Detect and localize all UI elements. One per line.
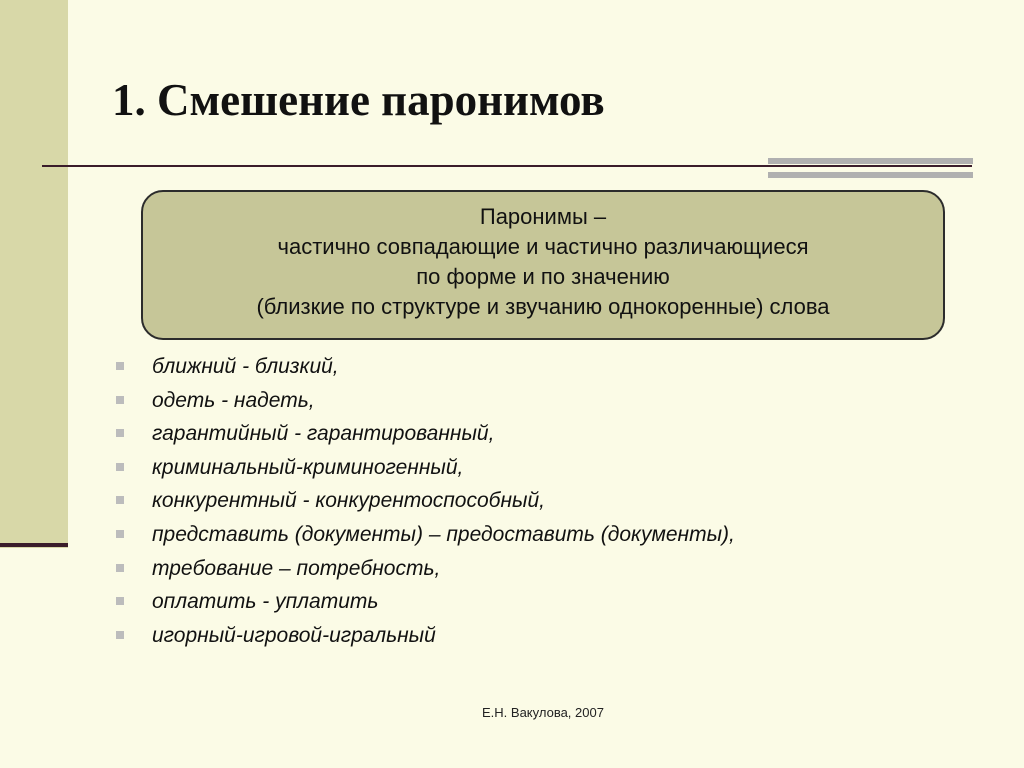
- list-item-text: оплатить - уплатить: [152, 590, 379, 614]
- definition-line: Паронимы –: [479, 204, 607, 229]
- definition-line: (близкие по структуре и звучанию однокоренные) слова: [256, 294, 830, 319]
- accent-bar-top: [768, 158, 973, 164]
- slide-title: 1. Смешение паронимов: [112, 75, 605, 125]
- list-item-text: конкурентный - конкурентоспособный,: [152, 489, 545, 513]
- list-item-text: гарантийный - гарантированный,: [152, 422, 495, 446]
- square-bullet-icon: [116, 597, 124, 605]
- square-bullet-icon: [116, 564, 124, 572]
- list-item-text: одеть - надеть,: [152, 388, 315, 412]
- list-item-text: игорный-игровой-игральный: [152, 623, 436, 647]
- slide-footer: Е.Н. Вакулова, 2007: [482, 705, 604, 720]
- definition-line: по форме и по значению: [416, 264, 670, 289]
- square-bullet-icon: [116, 463, 124, 471]
- square-bullet-icon: [116, 496, 124, 504]
- square-bullet-icon: [116, 396, 124, 404]
- square-bullet-icon: [116, 530, 124, 538]
- square-bullet-icon: [116, 429, 124, 437]
- accent-bar-bottom: [768, 172, 973, 178]
- list-item-text: представить (документы) – предоставить (документы),: [152, 522, 735, 546]
- list-item-text: криминальный-криминогенный,: [152, 455, 464, 479]
- square-bullet-icon: [116, 362, 124, 370]
- side-decoration-bar: [0, 0, 68, 548]
- list-item-text: ближний - близкий,: [152, 355, 339, 378]
- definition-box: [141, 190, 945, 340]
- side-decoration-line: [0, 543, 68, 547]
- list-item-text: требование – потребность,: [152, 556, 441, 580]
- definition-line: частично совпадающие и частично различающиеся: [277, 234, 809, 259]
- square-bullet-icon: [116, 631, 124, 639]
- title-accent-bars: [768, 158, 973, 178]
